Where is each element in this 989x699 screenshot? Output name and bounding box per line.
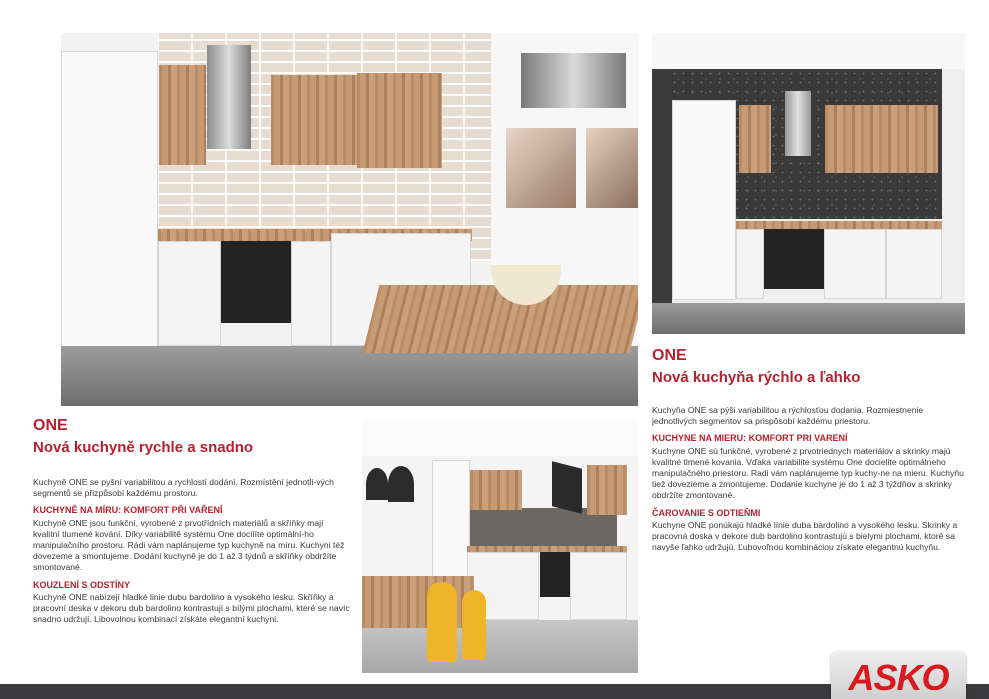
sk-subtitle: Nová kuchyňa rýchlo a ľahko <box>652 369 861 386</box>
sk-section1-text: Kuchyne ONE sú funkčné, vyrobené z prvotriednych materiálov a skrinky majú kvalitné tlmené kovania. Vďaka variabilite systému One docielite optimálneho manipulačného priestoru. Radi vám naplánujeme typ kuchy-ne na mieru. Kuchyňu tiež dovezieme a zmontujeme. Dodanie kuchyne je do 1 až 3 týždňov a skrinky obdržíte zmontované. <box>652 445 964 501</box>
cz-subtitle: Nová kuchyně rychle a snadno <box>33 439 254 456</box>
sk-title: ONE <box>652 347 687 364</box>
cz-section1-heading: KUCHYNĚ NA MÍRU: KOMFORT PŘI VAŘENÍ <box>33 505 223 516</box>
sk-intro: Kuchyňa ONE sa pýši variabilitou a rýchlosťou dodania. Rozmiestnenie jednotlivých segmentov sa prispôsobí každému priestoru. <box>652 405 924 427</box>
kitchen-photo-main <box>61 33 638 406</box>
cz-body <box>33 477 351 631</box>
sk-section1-heading: KUCHYNE NA MIERU: KOMFORT PRI VARENÍ <box>652 433 848 444</box>
cz-section2-text: Kuchyně ONE nabízejí hladké linie dubu bardolino a vysokého lesku. Skříňky a pracovní deska v dekoru dub bardolino kontrastují s bílými plochami, které se navíc snadno udržují. Libovolnou kombinací získáte elegantní kuchyni. <box>33 591 350 625</box>
sk-section2-heading: ČAROVANIE S ODTIEŇMI <box>652 507 761 518</box>
brand-logo-text: ASKO <box>848 657 949 698</box>
cz-title: ONE <box>33 417 68 434</box>
brand-logo <box>831 651 966 699</box>
cz-intro: Kuchyně ONE se pyšní variabilitou a rychlostí dodání. Rozmístění jednotli-vých segmentů se přizpůsobí každému prostoru. <box>33 477 334 499</box>
kitchen-photo-right <box>652 33 965 334</box>
kitchen-photo-bottom <box>362 420 638 673</box>
sk-body <box>652 405 968 559</box>
cz-section2-heading: KOUZLENÍ S ODSTÍNY <box>33 579 131 590</box>
sk-section2-text: Kuchyne ONE ponúkajú hladké línie duba bardolino a vysokého lesku. Skrinky a pracovná doska v dekore dub bardolino kontrastujú s bielymi plochami, ktoré sa navyše ľahko udržujú. Ľubovoľnou kombináciou získate elegantnú kuchyňu. <box>652 519 958 553</box>
cz-section1-text: Kuchyně ONE jsou funkční, vyrobené z prvotřídních materiálů a skříňky mají kvalitní tlumené kování. Díky variabilitě systému One docílíte optimální-ho manipulačního prostoru. Rádi vám naplánujeme typ kuchyně na míru. Kuchyni též dovezeme a smontujeme. Dodání kuchyně je do 1 až 3 týdnů a skříňky obdržíte smontované. <box>33 517 345 573</box>
